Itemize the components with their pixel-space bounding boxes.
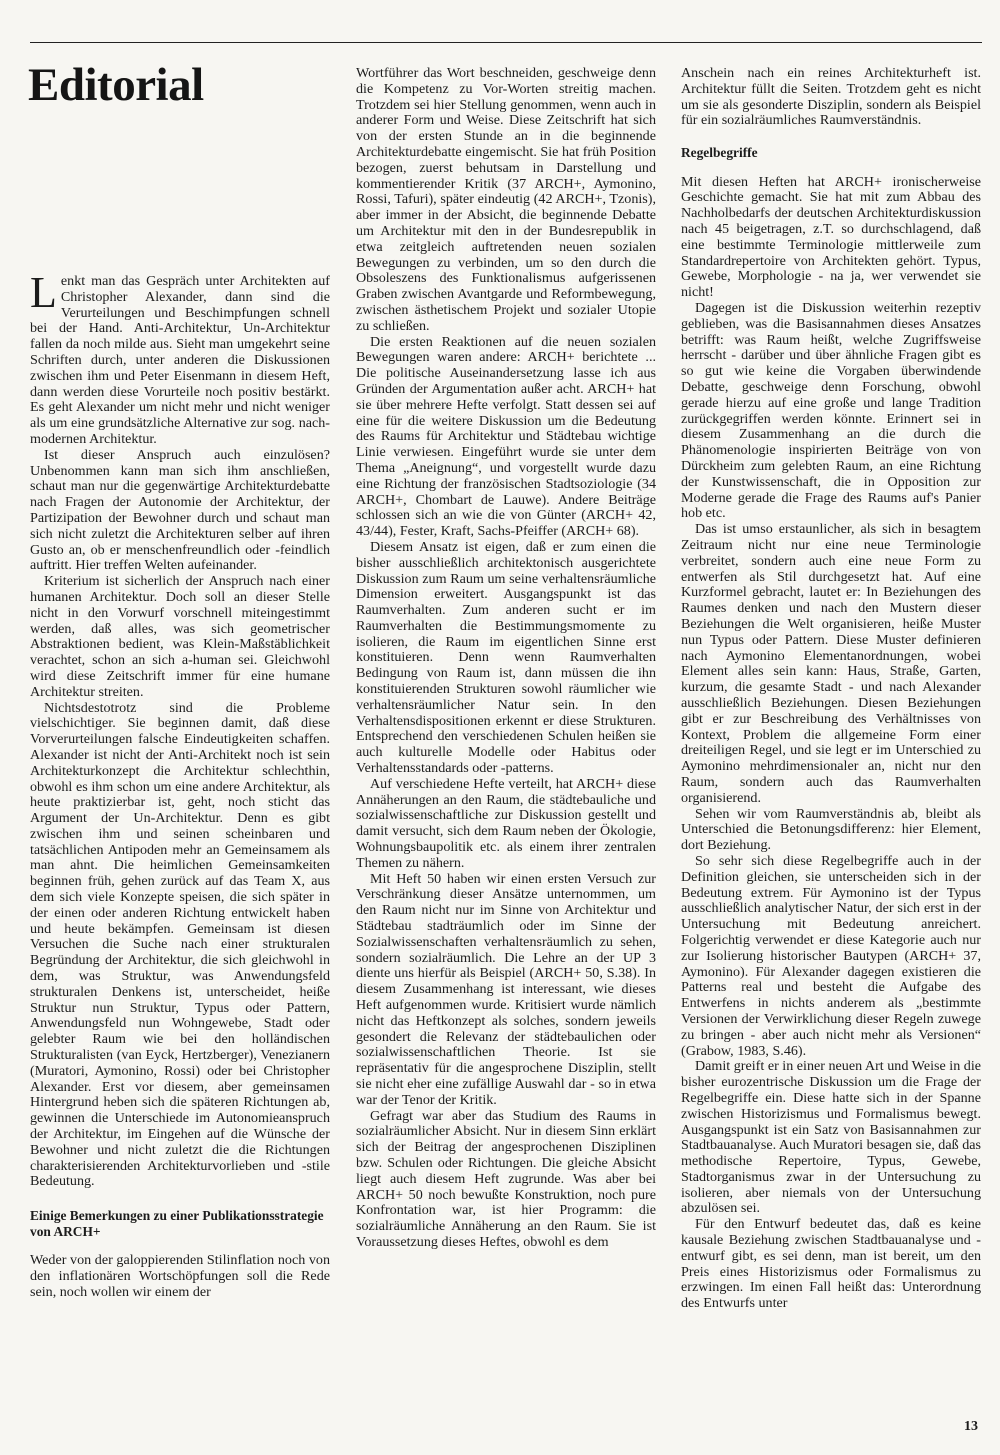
paragraph: Damit greift er in einer neuen Art und Weise in die bisher eurozentrische Diskussion um die Frage der Regelbegriffe ein. Diese hatte sich in der Spanne zwischen Historizismus und Formalismus bewegt. Ausgangspunkt ist ein Satz von Basisannahmen zur Stadtbauanalyse. Auch Muratori besagen sie, daß das methodische Repertoire, Typus, Gewebe, Stadtorganismus zwar in der Untersuchung zu isolieren, aber niemals von der Untersuchung abzulösen sei. (681, 1058, 981, 1217)
paragraph: Mit Heft 50 haben wir einen ersten Versuch zur Verschränkung dieser Ansätze unternommen, um den Raum nicht nur im Sinne von Architektur und Städtebau stadträumlich oder im Sinne der Sozialwissenschaften verhaltensräumlich zu sehen, sondern sozialräumlich. Die Lehre an der UP 3 diente uns hierfür als Beispiel (ARCH+ 50, S.38). In diesem Zusammenhang ist interessant, wie dieses Heft aufgenommen wurde. Kritisiert wurde nämlich nicht das Heftkonzept als solches, sondern jeweils gesondert die Relevanz der städtebaulichen oder sozialwissenschaftlichen Theorie. Ist sie repräsentativ für die angesprochene Disziplin, stellt sie nicht eher eine zufällige Auswahl dar - so in etwa war der Tenor der Kritik. (356, 870, 656, 1108)
paragraph: So sehr sich diese Regelbegriffe auch in der Definition gleichen, sie unterscheiden sich in der Bedeutung extrem. Für Aymonino ist der Typus ausschließlich analytischer Natur, der sich erst in der Untersuchung mit Bedeutung anreichert. Folgerichtig verwendet er diese Kategorie auch nur zur Isolierung historischer Bautypen (ARCH+ 37, Aymonino). Für Alexander dagegen existieren die Patterns real und besteht die Aufgabe des Entwerfens in nichts anderem als „bestimmte Versionen der Verwirklichung dieser Regeln zuwege zu bringen - aber auch nicht mehr als Versionen“ (Grabow, 1983, S.46). (681, 852, 981, 1059)
column-3 (681, 66, 981, 1312)
paragraph: Gefragt war aber das Studium des Raums in sozialräumlicher Absicht. Nur in diesem Sinn erklärt sich der Beitrag der angesprochenen Disziplinen bzw. Schulen oder Richtungen. Die gleiche Absicht liegt auch diesem Heft zugrunde. Was aber bei ARCH+ 50 noch bewußte Konstruktion, noch pure Konfrontation war, ist hier Programm: die sozialräumliche Annäherung an den Raum. Sie ist Voraussetzung dieses Heftes, obwohl es dem (356, 1107, 656, 1250)
paragraph: Dagegen ist die Diskussion weiterhin rezeptiv geblieben, was die Basisannahmen dieses Ansatzes betrifft: was Raum heißt, welche Zugriffsweise herrscht - darüber und über ähnliche Fragen gibt es so gut wie keine die Vorgaben überwindende Debatte, geschweige denn Forschung, obwohl gerade hierzu auf eine große und lange Tradition zurückgegriffen werden könnte. Erinnert sei in diesem Zusammenhang an die durch die Phänomenologie inspirierten Beiträge von von Dürckheim zum gelebten Raum, an eine Richtung der Kunstwissenschaft, die in Opposition zur Moderne gerade die Frage des Raums auf's Panier hob etc. (681, 300, 981, 522)
paragraph (30, 268, 330, 448)
paragraph: Weder von der galoppierenden Stilinflation noch von den inflationären Wortschöpfungen soll die Rede sein, noch wollen wir einem der (30, 1252, 330, 1300)
column-1 (30, 268, 330, 1301)
paragraph: Die ersten Reaktionen auf die neuen sozialen Bewegungen waren andere: ARCH+ berichtete ... Die politische Auseinandersetzung lasse ich aus Gründen der Argumentation außer acht. ARCH+ hat sie über mehrere Hefte verfolgt. Statt dessen sei auf eine für die weitere Diskussion um die Bedeutung des Raums für Architektur und Städtebau wichtige Linie verwiesen. Eingeführt wurde sie unter dem Thema „Aneignung“, und vorgestellt wurde dazu eine Richtung der französischen Stadtsoziologie (34 ARCH+, Chombart de Lauwe). Andere Beiträge schlossen sich an wie die von Günter (ARCH+ 42, 43/44), Fester, Kraft, Sachs-Pfeiffer (ARCH+ 68). (356, 333, 656, 540)
section-heading: Einige Bemerkungen zu einer Publikationsstrategie von ARCH+ (30, 1208, 324, 1239)
paragraph: Wortführer das Wort beschneiden, geschweige denn die Kompetenz zu Vor-Worten streitig machen. Trotzdem sei hier Stellung genommen, wenn auch in anderer Form und Weise. Diese Zeitschrift hat sich von der ersten Stunde an in die beginnende Architekturdebatte eingemischt. Sie hat früh Position bezogen, zuerst behutsam in Darstellung und kommentierender Kritik (37 ARCH+, Aymonino, Rossi, Tafuri), später eindeutig (42 ARCH+, Tzonis), aber immer in der Absicht, die beginnende Debatte um Architektur mit den in der Bundesrepublik in etwa zeitgleich auftretenden neuen sozialen Bewegungen zu verbinden, um so den durch die Obsoleszens des Funktionalismus aufgerissenen Graben zwischen Avantgarde und Reformbewegung, zwischen ästhetischem Projekt und sozialer Utopie zu schließen. (356, 65, 656, 334)
drop-cap: L (30, 268, 57, 317)
paragraph: Ist dieser Anspruch auch einzulösen? Unbenommen kann man sich ihm anschließen, schaut man nur die gegenwärtige Architekturdebatte nach Fragen der Autonomie der Architektur, der Partizipation der Bewohner durch und schaut man sich nicht zuletzt die Architekturen selber auf ihren Gusto an, ob er menschenfreundlich oder -feindlich auftritt. Hier treffen Welten aufeinander. (30, 446, 330, 574)
paragraph: Das ist umso erstaunlicher, als sich in besagtem Zeitraum nicht nur eine neue Terminologie verbreitet, sondern auch eine neue Form zu entwerfen als Stil durchgesetzt hat. Auf eine Kurzformel gebracht, lautet er: In Beziehungen des Raumes denken und nach den Mustern dieser Beziehungen die Welt organisieren, heiße Muster nun Typus oder Pattern. Diese Muster definieren nach Aymonino Elementanordnungen, wobei Element alles sein kann: Haus, Straße, Garten, kurzum, die gesamte Stadt - und nach Alexander ausschließlich Beziehungen. Diesen Beziehungen gibt er zur Beschreibung des Verhältnisses von Kontext, Problem die allgemeine Form einer dreiteiligen Regel, und sie legt er im Unterschied zu Aymonino mehrdimensionaler an, nicht nur den Raum, sondern auch das Raumverhalten organisierend. (681, 521, 981, 806)
paragraph: Nichtsdestotrotz sind die Probleme vielschichtiger. Sie beginnen damit, daß diese Vorverurteilungen falsche Eindeutigkeiten schaffen. Alexander ist nicht der Anti-Architekt noch ist sein Architekturkonzept die Architektur schlechthin, obwohl es ihm schon um eine andere Architektur, als heute praktizierbar ist, geht, noch sticht das Argument der Un-Architektur. Denn es gibt zwischen ihm und seinen scheinbaren und tatsächlichen Antipoden mehr an Gemeinsamem als man ahnt. Die heimlichen Gemeinsamkeiten beginnen früh, gehen zurück auf das Team X, aus dem sich viele Konzepte speisen, die sich später in der einen oder anderen Richtung entwickelt haben und heute bekämpfen. Gemeinsam ist diesen Versuchen die Suche nach einer strukturalen Begründung der Architektur, die sich gleichwohl in dem, was Struktur, was Anwendungsfeld strukturalen Denkens ist, unterscheidet, heiße Struktur nun Struktur, Typus oder Pattern, Anwendungsfeld nun Wohngewebe, Stadt oder gelebter Raum wie bei den holländischen Strukturalisten (van Eyck, Hertzberger), Venezianern (Muratori, Aymonino, Rossi) oder bei Christopher Alexander. Erst vor diesem, aber gemeinsamen Hintergrund heben sich die späteren Richtungen ab, gewinnen die Unterschiede im Autonomieanspruch der Architektur, im Eingehen auf die Wünsche der Bewohner und nicht zuletzt die die Richtungen charakterisierenden Architekturvorlieben und -stile Bedeutung. (30, 699, 330, 1190)
paragraph: Auf verschiedene Hefte verteilt, hat ARCH+ diese Annäherungen an den Raum, die städtebauliche und sozialwissenschaftliche zur Diskussion gestellt und damit versucht, sich dem Raum neben der Ökologie, Wohnungsbaupolitik etc. als einem ihrer zentralen Themen zu nähern. (356, 775, 656, 871)
page-title: Editorial (28, 59, 204, 111)
section-heading: Regelbegriffe (681, 145, 758, 161)
top-rule (30, 42, 982, 43)
paragraph: Anschein nach ein reines Architekturheft ist. Architektur füllt die Seiten. Trotzdem geht es nicht um sie als gesonderte Disziplin, sondern als Beispiel für ein sozialräumliches Raumverständnis. (681, 65, 981, 129)
column-2 (356, 66, 656, 1251)
page-number: 13 (964, 1419, 978, 1434)
paragraph: Diesem Ansatz ist eigen, daß er zum einen die bisher ausschließlich architektonisch ausgerichtete Diskussion zum Raum um seine verhaltensräumliche Dimension erweitert. Ausgangspunkt ist das Raumverhalten. Zum anderen sucht er im Raumverhalten die Bestimmungsmomente zu isolieren, die Raum im eigentlichen Sinne erst konstituieren. Denn wenn Raumverhalten Bedingung von Raum ist, dann müssen die ihn konstituierenden Strukturen sowohl räumlicher wie verhaltensräumlicher Natur sein. In den Verhaltensdispositionen erkennt er diese Strukturen. Entsprechend den verschiedenen Schulen heißen sie auch kulturelle Modelle oder Habitus oder Verhaltensstandards oder -patterns. (356, 538, 656, 777)
paragraph: Sehen wir vom Raumverständnis ab, bleibt als Unterschied die Betonungsdifferenz: hier Element, dort Beziehung. (681, 805, 981, 854)
paragraph-text: enkt man das Gespräch unter Architekten auf Christopher Alexander, dann sind die Verurteilungen und Beschimpfungen schnell bei der Hand. Anti-Architektur, Un-Architektur fallen da noch milde aus. Sieht man umgekehrt seine Schriften durch, unter anderen die Diskussionen zwischen ihm und Peter Eisenmann in diesem Heft, dann werden diese Vorurteile noch positiv bestärkt. Es geht Alexander um nicht mehr und nicht weniger als um eine grundsätzliche Alternative zur sog. nach-modernen Architektur. (30, 273, 330, 447)
paragraph: Mit diesen Heften hat ARCH+ ironischerweise Geschichte gemacht. Sie hat mit zum Abbau des Nachholbedarfs der deutschen Architekturdiskussion nach 45 beigetragen, z.T. so durchschlagend, daß eine bestimmte Terminologie mittlerweile zum Standardrepertoire von Architekten gehört. Typus, Gewebe, Morphologie - na ja, wer verwendet sie nicht! (681, 173, 981, 301)
paragraph: Kriterium ist sicherlich der Anspruch nach einer humanen Architektur. Doch soll an dieser Stelle nicht in den Vorwurf vorschnell miteingestimmt werden, daß alles, was sich geometrischer Abstraktionen bedient, was Klein-Maßstäblichkeit verachtet, schon an sich a-human sei. Gleichwohl wird diese Zeitschrift immer für eine humane Architektur streiten. (30, 573, 330, 700)
paragraph: Für den Entwurf bedeutet das, daß es keine kausale Beziehung zwischen Stadtbauanalyse und -entwurf gibt, es sei denn, man ist bereit, um den Preis eines Historizismus oder Formalismus zu erzwingen. Im einen Fall heißt das: Unterordnung des Entwurfs unter (681, 1216, 981, 1312)
